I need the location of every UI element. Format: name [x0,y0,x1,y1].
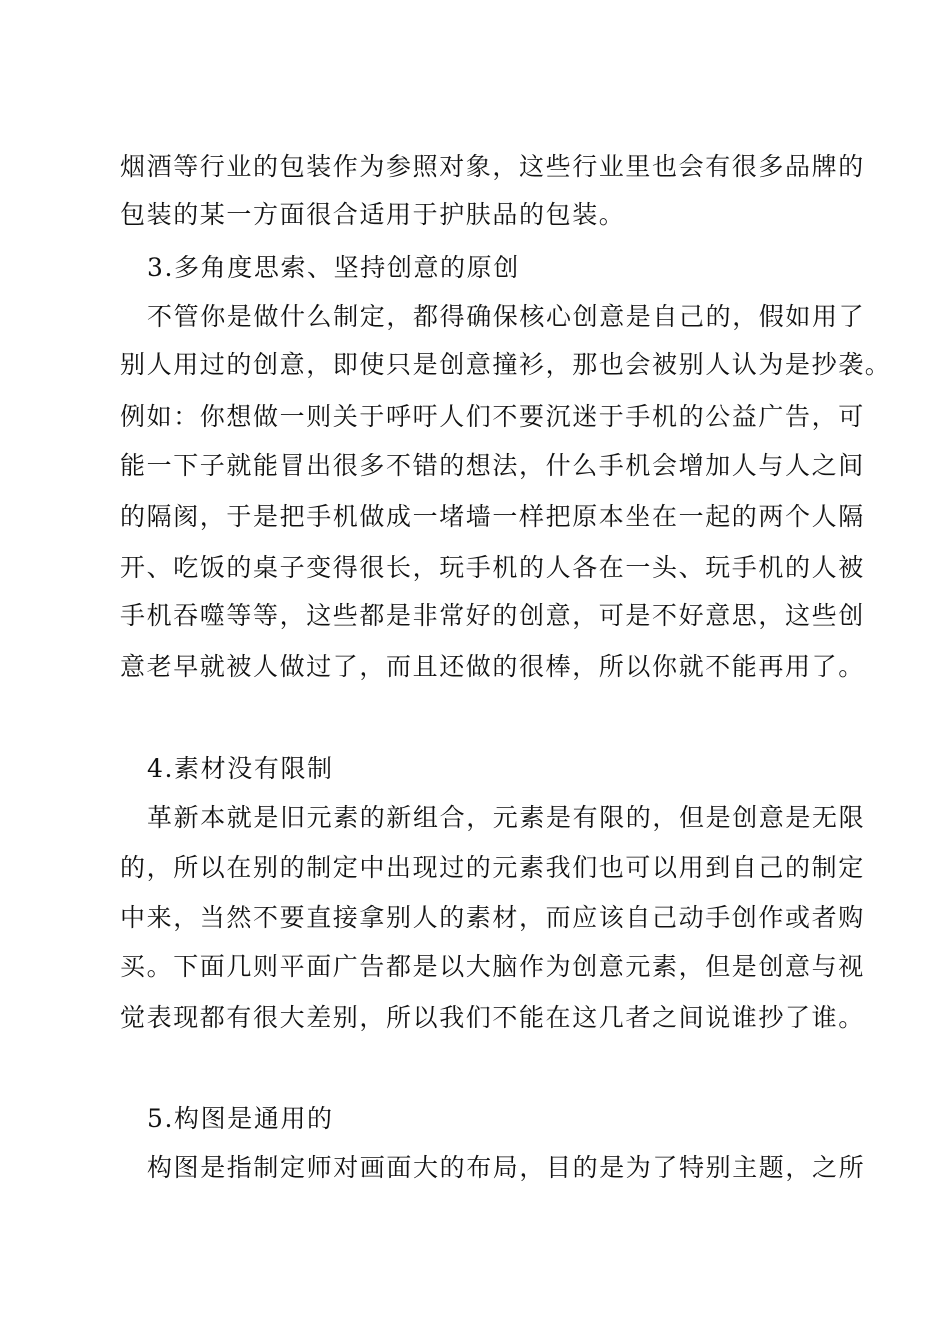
text-line: 意老早就被人做过了，而且还做的很棒，所以你就不能再用了。 [120,652,865,681]
paragraph-line: 构图是指制定师对画面大的布局，目的是为了特别主题，之所 [147,1153,866,1182]
text-line: 例如：你想做一则关于呼吁人们不要沉迷于手机的公益广告，可 [120,402,865,431]
text-line: 烟酒等行业的包装作为参照对象，这些行业里也会有很多品牌的 [120,152,865,181]
text-line: 手机吞噬等等，这些都是非常好的创意，可是不好意思，这些创 [120,601,865,630]
text-line: 买。下面几则平面广告都是以大脑作为创意元素，但是创意与视 [120,952,865,981]
section-heading-5: 5.构图是通用的 [147,1104,334,1133]
section-heading-3: 3.多角度思索、坚持创意的原创 [147,253,520,282]
section-heading-4: 4.素材没有限制 [147,754,334,783]
text-line: 开、吃饭的桌子变得很长，玩手机的人各在一头、玩手机的人被 [120,553,865,582]
text-line: 包装的某一方面很合适用于护肤品的包装。 [120,200,626,229]
text-line: 觉表现都有很大差别，所以我们不能在这几者之间说谁抄了谁。 [120,1003,865,1032]
text-line: 的隔阂，于是把手机做成一堵墙一样把原本坐在一起的两个人隔 [120,502,865,531]
text-line: 的，所以在别的制定中出现过的元素我们也可以用到自己的制定 [120,853,865,882]
paragraph-line: 革新本就是旧元素的新组合，元素是有限的，但是创意是无限 [147,803,866,832]
text-line: 别人用过的创意，即使只是创意撞衫，那也会被别人认为是抄袭。 [120,350,892,379]
text-line: 中来，当然不要直接拿别人的素材，而应该自己动手创作或者购 [120,903,865,932]
text-line: 能一下子就能冒出很多不错的想法，什么手机会增加人与人之间 [120,451,865,480]
paragraph-line: 不管你是做什么制定，都得确保核心创意是自己的，假如用了 [147,302,866,331]
